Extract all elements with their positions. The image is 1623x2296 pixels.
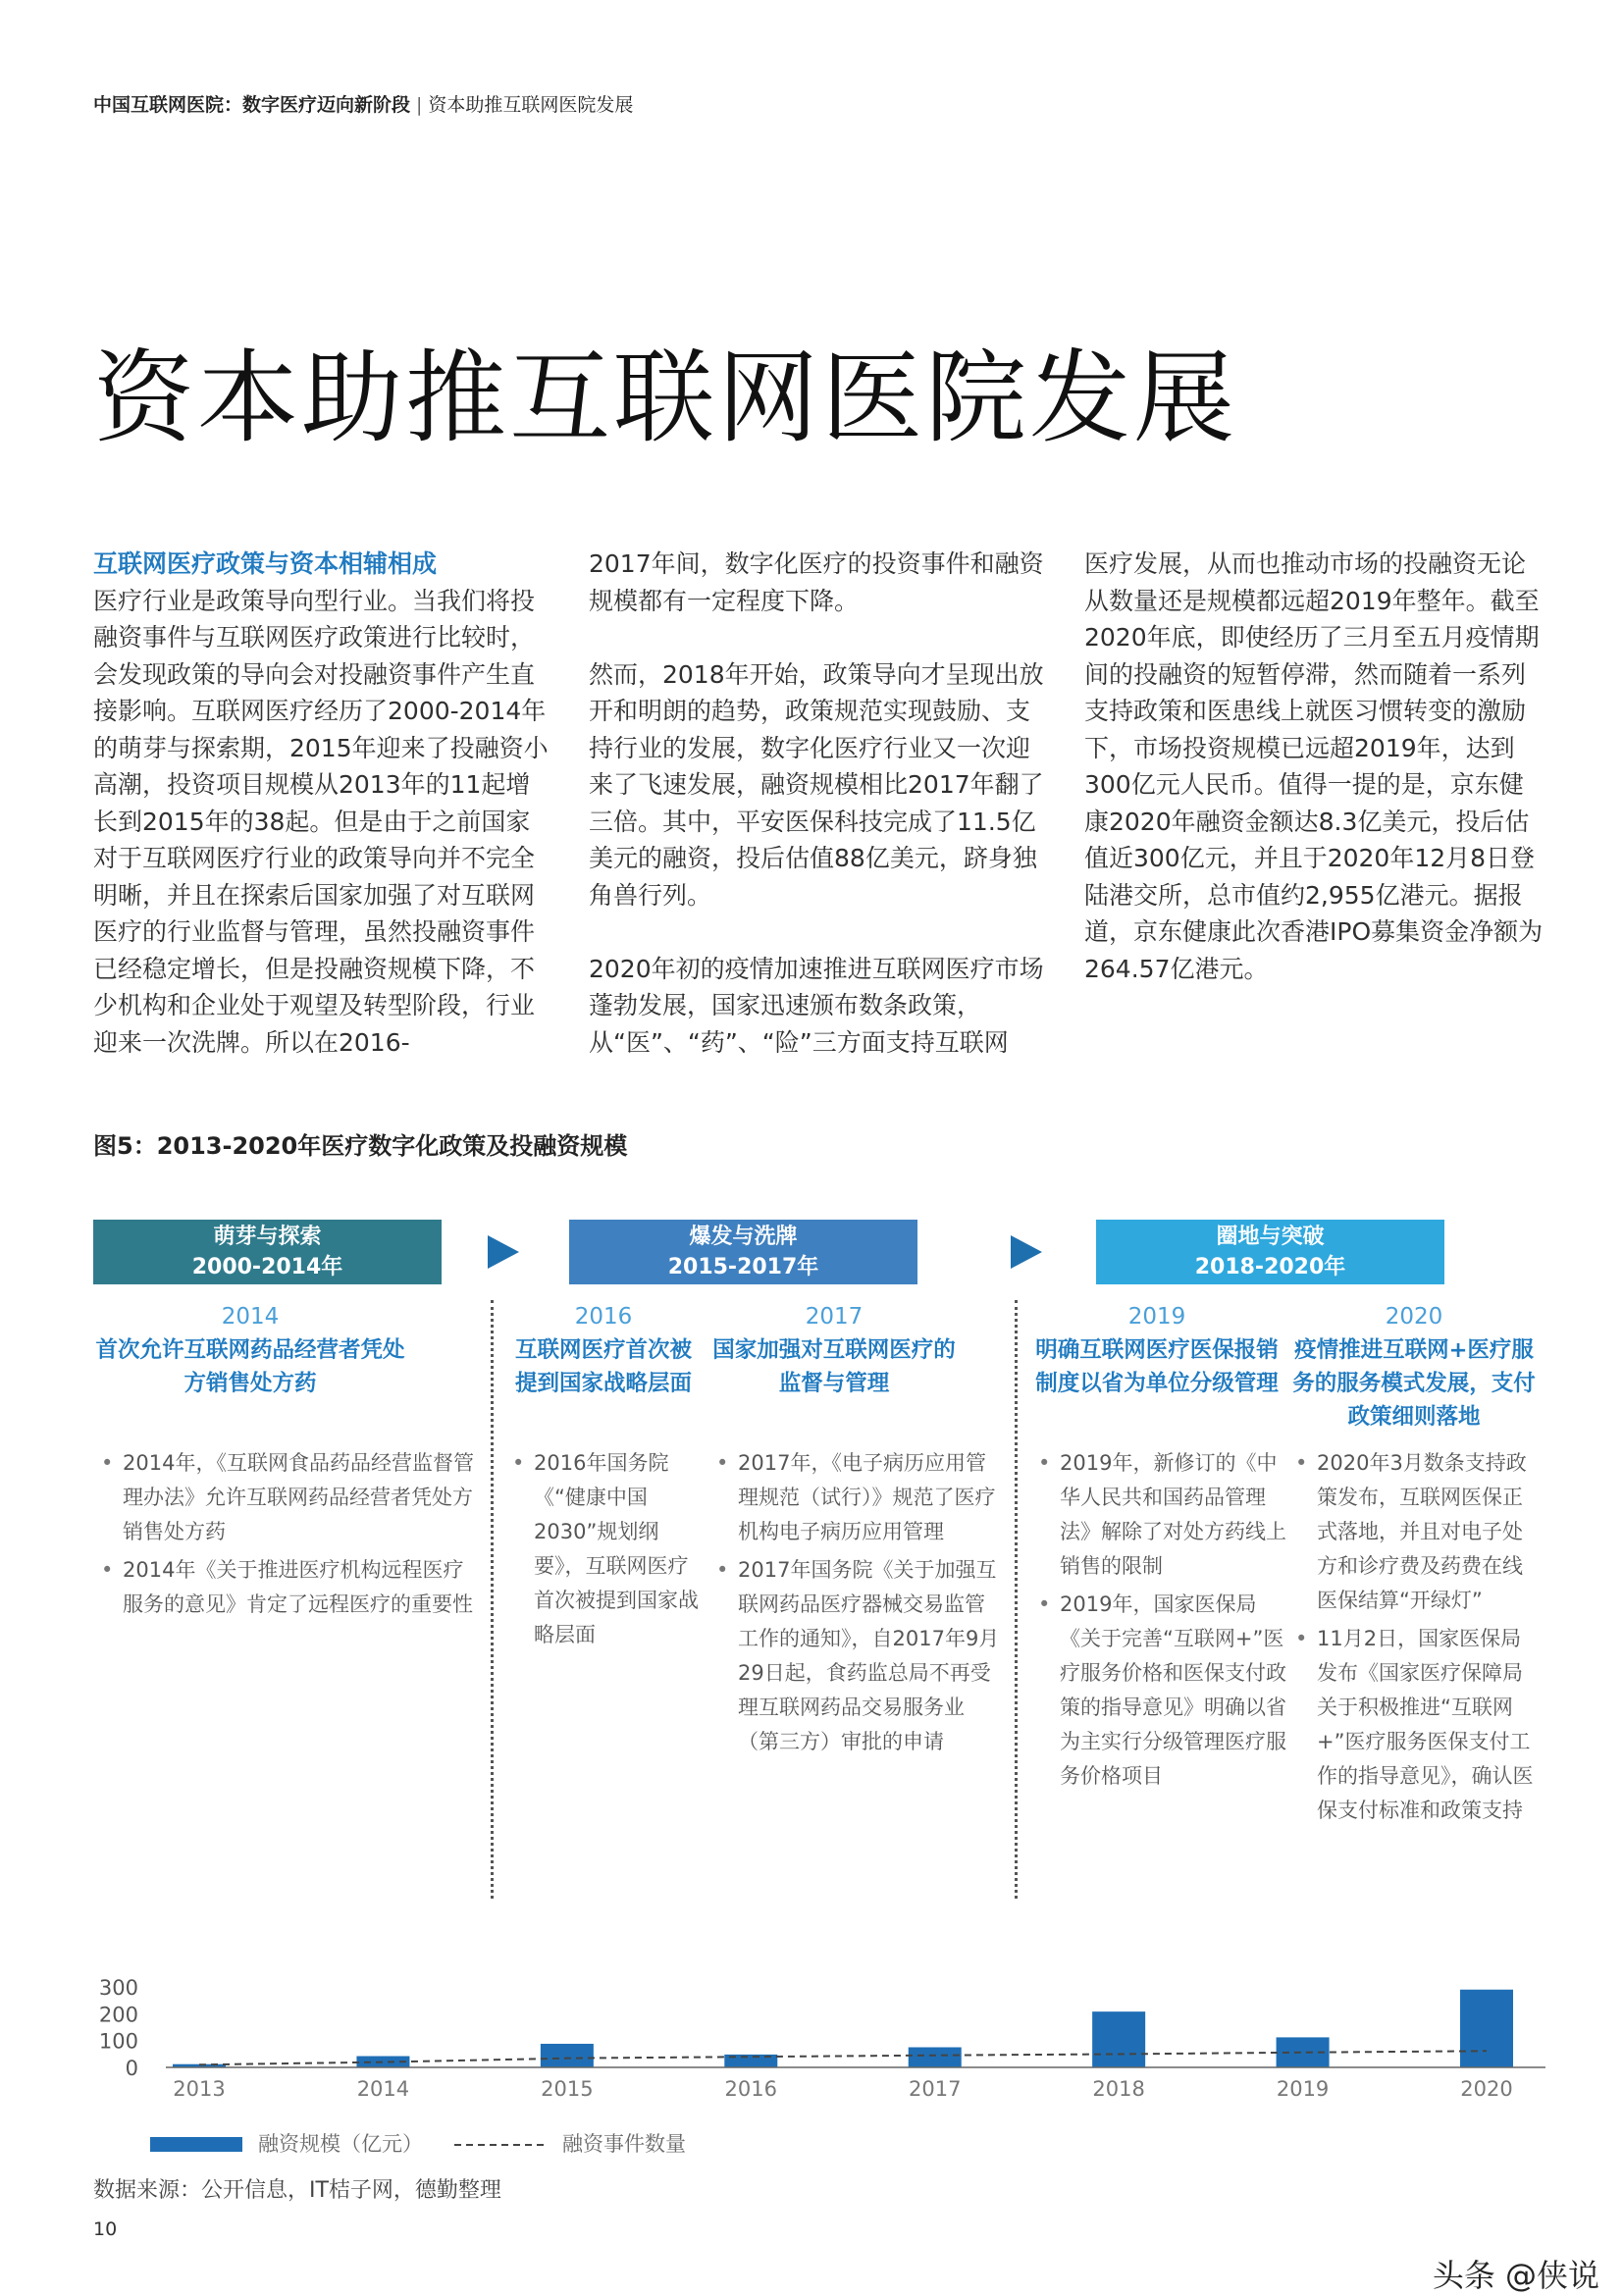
- y-tick-label: 100: [98, 2029, 138, 2054]
- body-column-3: [1084, 546, 1545, 987]
- bar-series: [173, 1990, 1513, 2067]
- legend-bar-swatch: [150, 2137, 242, 2152]
- event-heading: 明确互联网医疗医保报销制度以省为单位分级管理: [1035, 1337, 1279, 1396]
- page-title: 资本助推互联网医院发展: [93, 339, 1237, 457]
- x-tick-label: 2020: [1460, 2077, 1513, 2101]
- legend: [150, 2132, 686, 2156]
- timeline-event-2017: [711, 1302, 957, 1400]
- arrow-right-icon: [1011, 1235, 1042, 1269]
- event-bullets-2016: [512, 1446, 705, 1656]
- timeline-event-2016: [510, 1302, 697, 1400]
- legend-line-label: 融资事件数量: [562, 2132, 686, 2156]
- list-item: • 2017年，《电子病历应用管理规范（试行）》规范了医疗机构电子病历应用管理: [716, 1446, 1003, 1549]
- bar-2017: [909, 2048, 962, 2068]
- phase-banner-sprout: [93, 1220, 442, 1284]
- list-item: • 2014年，《互联网食品药品经营监督管理办法》允许互联网药品经营者凭处方销售处方药: [101, 1446, 484, 1549]
- financing-chart: [93, 1967, 1545, 2164]
- x-tick-label: 2016: [724, 2077, 778, 2101]
- y-tick-label: 300: [98, 1976, 138, 2000]
- event-year: 2014: [221, 1304, 280, 1330]
- data-source: 数据来源：公开信息，IT桔子网，德勤整理: [93, 2178, 501, 2203]
- timeline-event-2020: [1291, 1302, 1537, 1434]
- paragraph: 2020年初的疫情加速推进互联网医疗市场蓬勃发展，国家迅速颁布数条政策，从“医”、“药”、“险”三方面支持互联网: [589, 954, 1044, 1057]
- running-header: 中国互联网医院：数字医疗迈向新阶段 | 资本助推互联网医院发展: [93, 94, 634, 116]
- timeline-divider: [1015, 1300, 1018, 1899]
- phase-banner-boom: [569, 1220, 917, 1284]
- y-tick-label: 200: [98, 2003, 138, 2027]
- x-tick-label: 2013: [173, 2077, 226, 2101]
- bar-2018: [1092, 2011, 1145, 2067]
- list-item: • 2019年，国家医保局《关于完善“互联网+”医疗服务价格和医保支付政策的指导意见》明确以省为主实行分级管理医疗服务价格项目: [1038, 1588, 1295, 1794]
- phase-years: 2018-2020年: [1194, 1255, 1346, 1279]
- event-heading: 疫情推进互联网+医疗服务的服务模式发展，支付政策细则落地: [1292, 1337, 1536, 1430]
- paragraph: 医疗发展，从而也推动市场的投融资无论从数量还是规模都远超2019年整年。截至2020年底，即使经历了三月至五月疫情期间的投融资的短暂停滞，然而随着一系列支持政策和医患线上就医习惯转变的激励下，市场投资规模已远超2019年，达到300亿元人民币。值得一提的是，京东健康2020年融资金额达8.3亿美元，投后估值近300亿元，并且于2020年12月8日登陆港交所，总市值约2,955亿港元。据报道，京东健康此次香港IPO募集资金净额为264.57亿港元。: [1084, 549, 1544, 983]
- phase-name: 爆发与洗牌: [689, 1225, 798, 1249]
- timeline-divider: [491, 1300, 494, 1899]
- phase-years: 2000-2014年: [191, 1255, 343, 1279]
- bar-2020: [1460, 1990, 1513, 2067]
- paragraph: 然而，2018年开始，政策导向才呈现出放开和明朗的趋势，政策规范实现鼓励、支持行业的发展，数字化医疗行业又一次迎来了飞速发展，融资规模相比2017年翻了三倍。其中，平安医保科技完成了11.5亿美元的融资，投后估值88亿美元，跻身独角兽行列。: [589, 659, 1044, 910]
- body-column-1: [93, 546, 554, 1061]
- event-bullets-2017: [716, 1446, 1003, 1763]
- watermark: 头条 @侠说: [1432, 2257, 1599, 2294]
- figure-caption: 图5：2013-2020年医疗数字化政策及投融资规模: [93, 1132, 628, 1160]
- event-year: 2019: [1127, 1304, 1186, 1330]
- body-column-2: [589, 546, 1050, 1061]
- page-number: 10: [93, 2218, 118, 2240]
- timeline-event-2014: [93, 1302, 407, 1400]
- phase-name: 圈地与突破: [1216, 1225, 1325, 1249]
- x-tick-label: 2014: [356, 2077, 410, 2101]
- list-item: • 2016年国务院《“健康中国2030”规划纲要》，互联网医疗首次被提到国家战略层面: [512, 1446, 705, 1652]
- event-heading: 国家加强对互联网医疗的监督与管理: [712, 1337, 956, 1396]
- section-heading: 互联网医疗政策与资本相辅相成: [93, 549, 438, 578]
- paragraph: 2017年间，数字化医疗的投资事件和融资规模都有一定程度下降。: [589, 549, 1044, 615]
- phase-banner-breakthrough: [1096, 1220, 1444, 1284]
- event-bullets-2020: [1295, 1446, 1541, 1832]
- x-tick-label: 2018: [1092, 2077, 1145, 2101]
- paragraph: 医疗行业是政策导向型行业。当我们将投融资事件与互联网医疗政策进行比较时，会发现政策的导向会对投融资事件产生直接影响。互联网医疗经历了2000-2014年的萌芽与探索期，2015年迎来了投融资小高潮，投资项目规模从2013年的11起增长到2015年的38起。但是由于之前国家对于互联网医疗行业的政策导向并不完全明晰，并且在探索后国家加强了对互联网医疗的行业监督与管理，虽然投融资事件已经稳定增长，但是投融资规模下降，不少机构和企业处于观望及转型阶段，行业迎来一次洗牌。所以在2016-: [93, 586, 549, 1057]
- phase-name: 萌芽与探索: [213, 1225, 322, 1249]
- y-axis: [99, 1976, 138, 2080]
- event-heading: 互联网医疗首次被提到国家战略层面: [514, 1337, 692, 1396]
- event-bullets-2014: [101, 1446, 484, 1626]
- event-year: 2020: [1385, 1304, 1443, 1330]
- list-item: • 11月2日，国家医保局发布《国家医疗保障局关于积极推进“互联网+”医疗服务医保支付工作的指导意见》，确认医保支付标准和政策支持: [1295, 1622, 1541, 1828]
- x-tick-label: 2015: [541, 2077, 594, 2101]
- header-doc-title: 中国互联网医院：数字医疗迈向新阶段: [93, 94, 411, 116]
- event-bullets-2019: [1038, 1446, 1295, 1798]
- event-year: 2016: [574, 1304, 633, 1330]
- arrow-right-icon: [488, 1235, 519, 1269]
- event-heading: 首次允许互联网药品经营者凭处方销售处方药: [95, 1337, 405, 1396]
- header-section: 资本助推互联网医院发展: [428, 94, 634, 116]
- x-tick-label: 2019: [1276, 2077, 1330, 2101]
- phase-years: 2015-2017年: [667, 1255, 819, 1279]
- list-item: • 2019年，新修订的《中华人民共和国药品管理法》解除了对处方药线上销售的限制: [1038, 1446, 1295, 1584]
- bar-2015: [541, 2044, 594, 2067]
- x-tick-label: 2017: [908, 2077, 962, 2101]
- list-item: • 2014年《关于推进医疗机构远程医疗服务的意见》肯定了远程医疗的重要性: [101, 1553, 484, 1622]
- event-year: 2017: [805, 1304, 864, 1330]
- y-tick-label: 0: [125, 2057, 138, 2080]
- x-axis-labels: [173, 2077, 1512, 2101]
- legend-bar-label: 融资规模（亿元）: [258, 2132, 423, 2156]
- list-item: • 2020年3月数条支持政策发布，互联网医保正式落地，并且对电子处方和诊疗费及药费在线医保结算“开绿灯”: [1295, 1446, 1541, 1618]
- list-item: • 2017年国务院《关于加强互联网药品医疗器械交易监管工作的通知》，自2017年9月29日起，食药监总局不再受理互联网药品交易服务业（第三方）审批的申请: [716, 1553, 1003, 1759]
- timeline-event-2019: [1034, 1302, 1280, 1400]
